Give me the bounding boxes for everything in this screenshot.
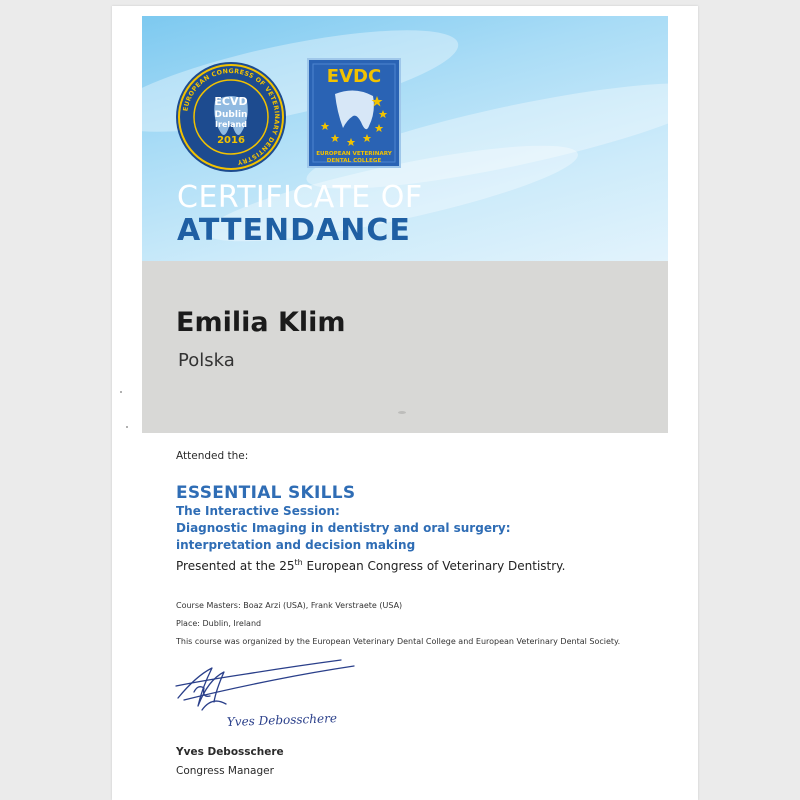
evdc-college-logo [307, 58, 401, 168]
handwritten-signature [172, 656, 382, 741]
presented-prefix: Presented at the 25 [176, 559, 295, 573]
certificate-page [112, 6, 698, 800]
recipient-country: Polska [178, 350, 235, 371]
ecvd-ring-text: EUROPEAN CONGRESS OF VETERINARY DENTISTRY [182, 67, 281, 166]
session-line: The Interactive Session: [176, 504, 340, 518]
evdc-caption-line2: DENTAL COLLEGE [326, 158, 382, 164]
signer-name: Yves Debosschere [176, 746, 284, 758]
ecvd-country: Ireland [215, 120, 247, 129]
ecvd-dublin-seal-logo [175, 61, 287, 173]
certificate-subtitle: ATTENDANCE [177, 213, 411, 248]
course-details [176, 450, 676, 654]
signer-role: Congress Manager [176, 765, 274, 777]
topic-line-2: interpretation and decision making [176, 538, 416, 552]
ecvd-acronym: ECVD [214, 95, 248, 108]
recipient-band [142, 261, 668, 433]
attended-label: Attended the: [176, 450, 249, 462]
ecvd-city: Dublin [214, 110, 248, 120]
signature-handwriting: Yves Debosschere [226, 711, 338, 729]
presented-suffix: European Congress of Veterinary Dentistry. [302, 559, 566, 573]
course-place: Place: Dublin, Ireland [176, 619, 262, 628]
presented-line [176, 554, 676, 575]
course-title: ESSENTIAL SKILLS [176, 483, 356, 503]
header-banner [142, 16, 668, 261]
course-masters: Course Masters: Boaz Arzi (USA), Frank Verstraete (USA) [176, 601, 403, 610]
evdc-caption-line1: EUROPEAN VETERINARY [316, 151, 392, 157]
recipient-name: Emilia Klim [176, 307, 346, 338]
evdc-acronym: EVDC [326, 66, 382, 87]
organizer-note: This course was organized by the European Veterinary Dental College and European Veterinary Dental Society. [176, 637, 621, 646]
ecvd-year: 2016 [217, 135, 245, 146]
presented-ordinal: th [294, 558, 303, 567]
topic-line-1: Diagnostic Imaging in dentistry and oral surgery: [176, 521, 511, 535]
certificate-title: CERTIFICATE OF [177, 180, 423, 215]
